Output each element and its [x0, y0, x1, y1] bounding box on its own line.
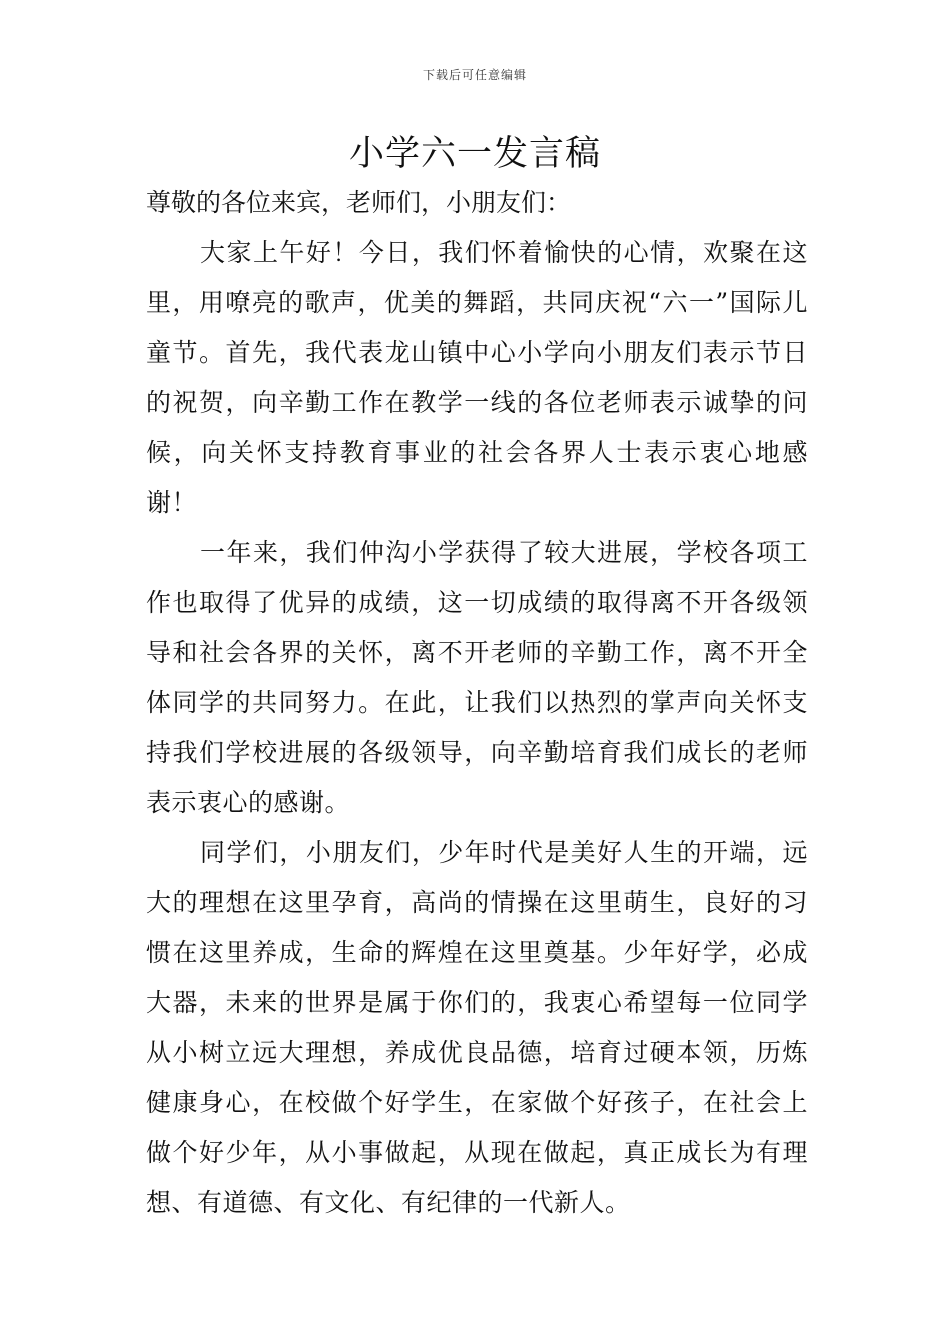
paragraph-achievements: 一年来，我们仲沟小学获得了较大进展，学校各项工作也取得了优异的成绩，这一切成绩的取得离不开各级领导和社会各界的关怀，离不开老师的辛勤工作，离不开全体同学的共同努力。在此，让我们以热烈的掌声向关怀支持我们学校进展的各级领导，向辛勤培育我们成长的老师表示衷心的感谢。 [146, 538, 808, 817]
paragraph-hopes: 同学们，小朋友们，少年时代是美好人生的开端，远大的理想在这里孕育，高尚的情操在这里萌生，良好的习惯在这里养成，生命的辉煌在这里奠基。少年好学，必成大器，未来的世界是属于你们的，我衷心希望每一位同学从小树立远大理想，养成优良品德，培育过硬本领，历炼健康身心，在校做个好学生，在家做个好孩子，在社会上做个好少年，从小事做起，从现在做起，真正成长为有理想、有道德、有文化、有纪律的一代新人。 [146, 838, 808, 1217]
salutation: 尊敬的各位来宾，老师们，小朋友们： [146, 188, 572, 217]
paragraph-greeting: 大家上午好！今日，我们怀着愉快的心情，欢聚在这里，用嘹亮的歌声，优美的舞蹈，共同庆祝“六一”国际儿童节。首先，我代表龙山镇中心小学向小朋友们表示节日的祝贺，向辛勤工作在教学一线的各位老师表示诚挚的问候，向关怀支持教育事业的社会各界人士表示衷心地感谢！ [146, 238, 808, 517]
document-title: 小学六一发言稿 [348, 134, 601, 174]
header-note: 下载后可任意编辑 [422, 68, 527, 82]
document-body [146, 178, 808, 1228]
